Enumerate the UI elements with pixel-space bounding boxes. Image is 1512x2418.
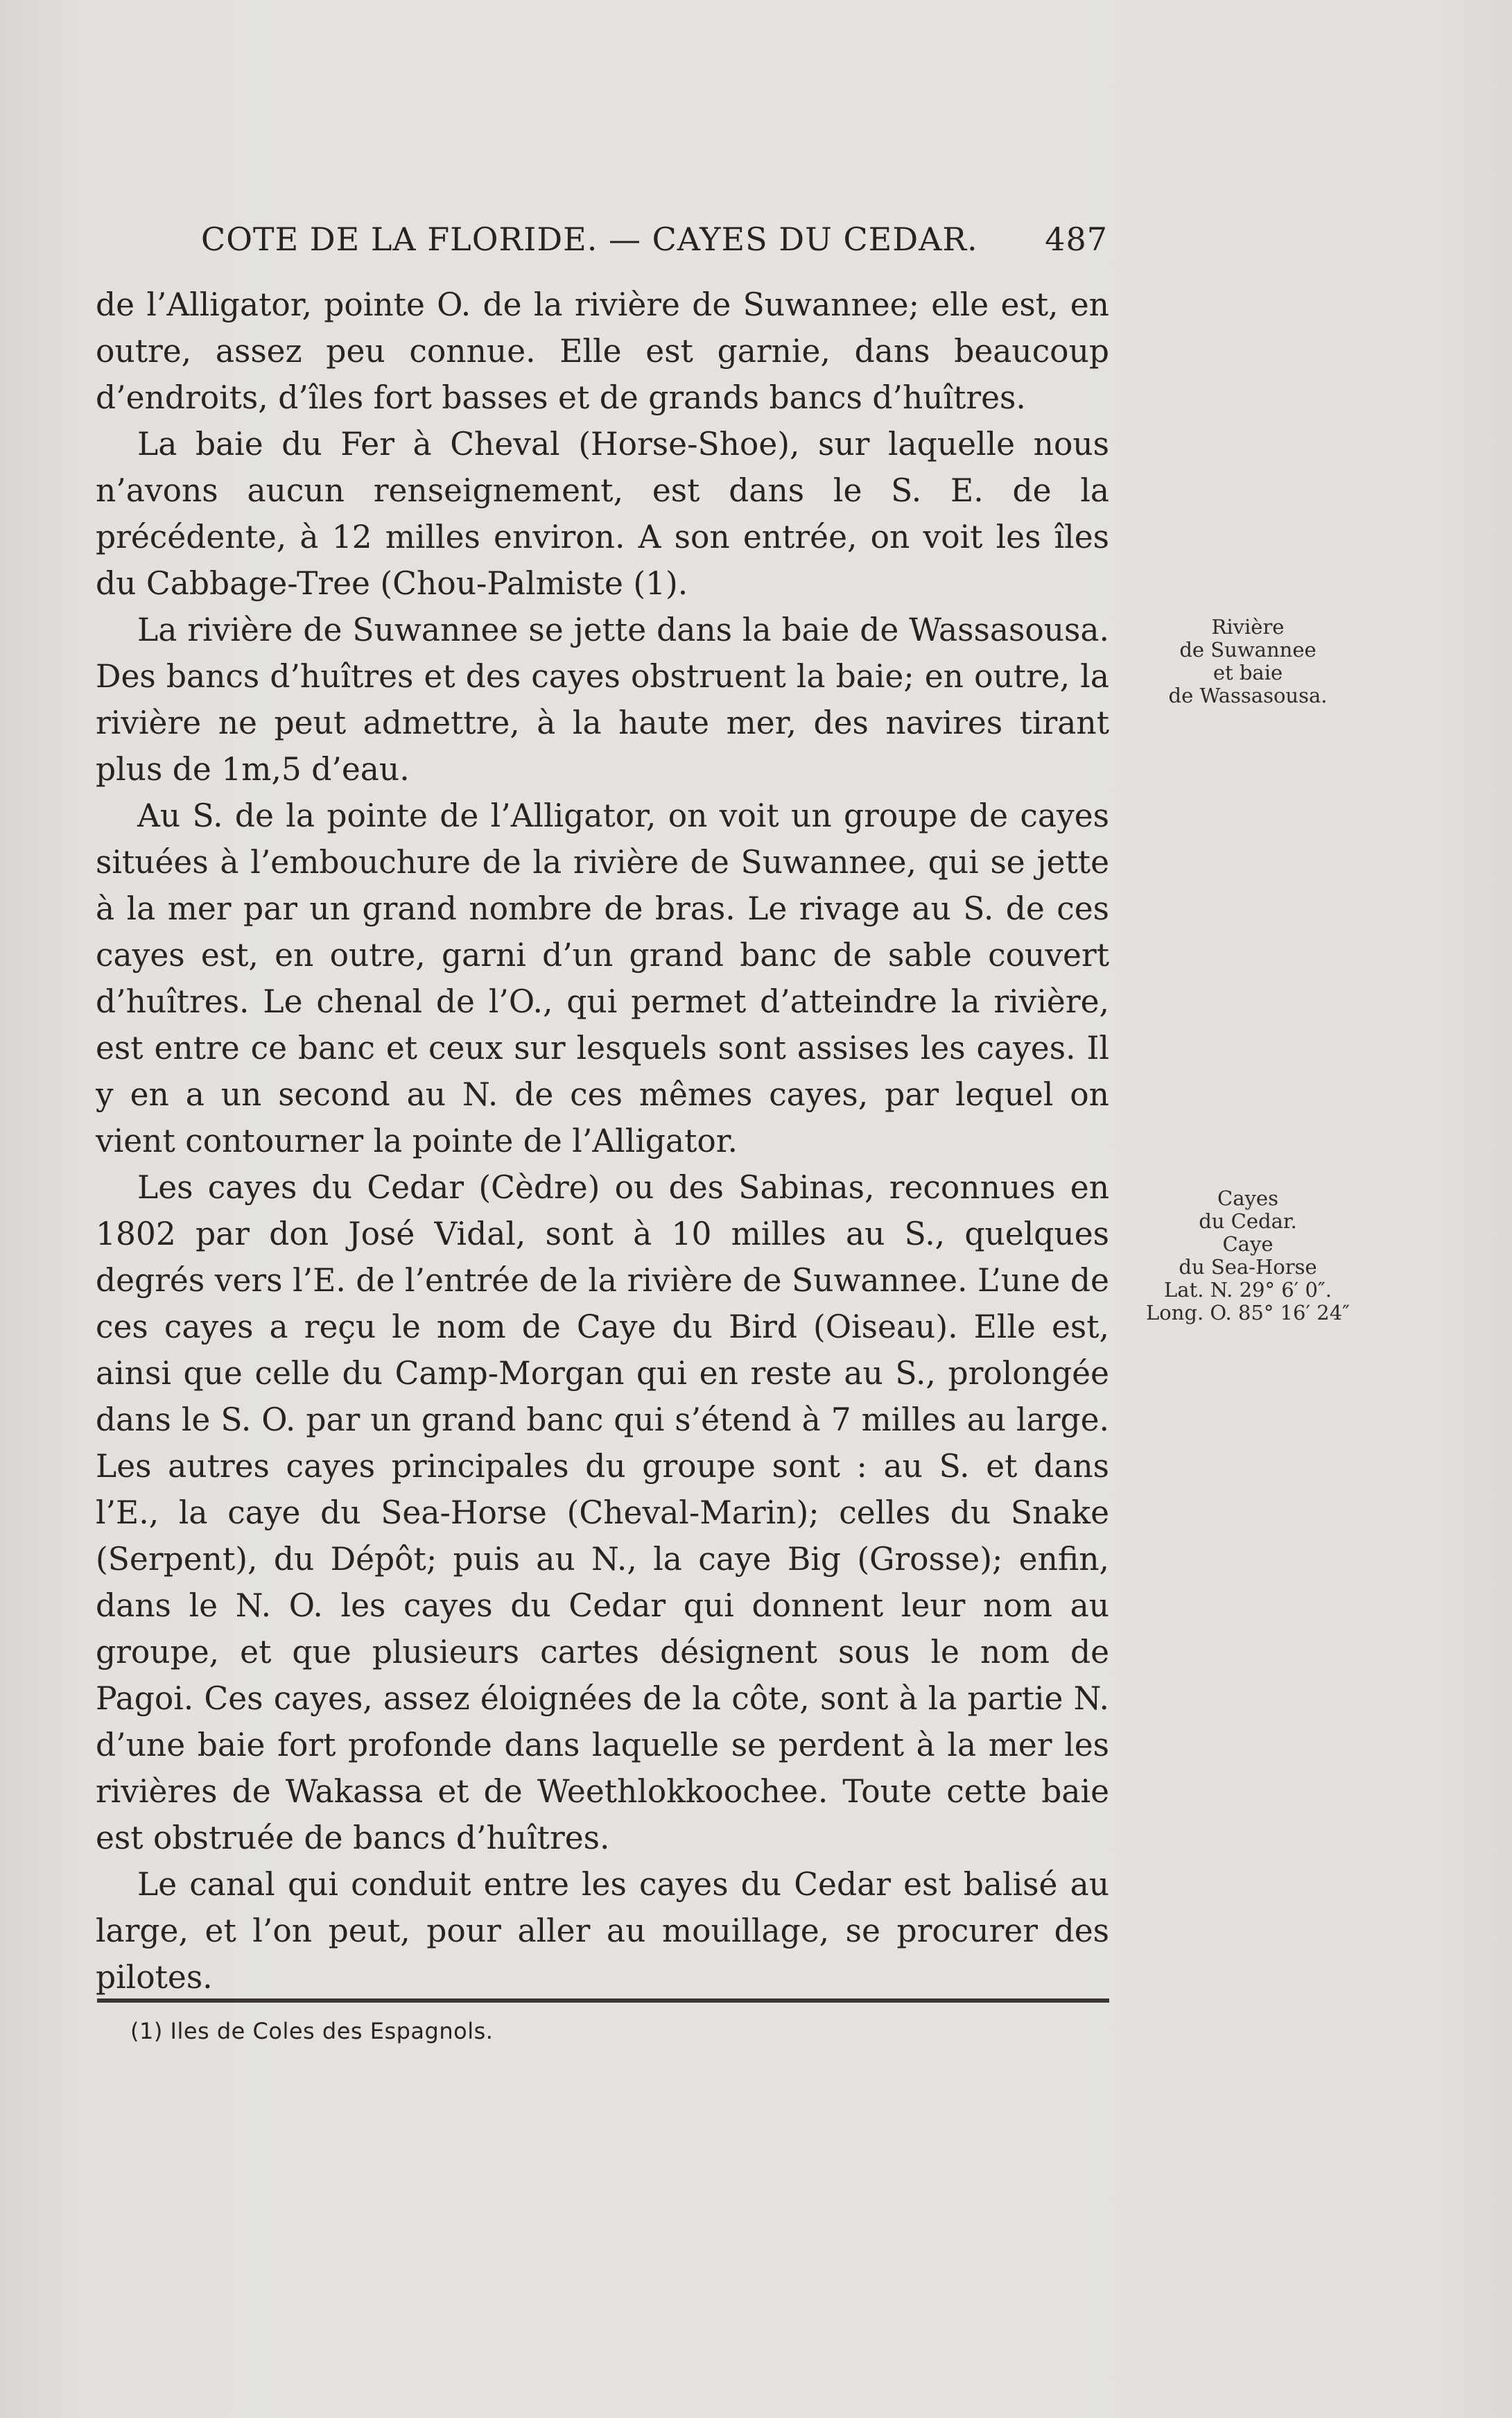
margin-note-line: du Sea-Horse [1179, 1255, 1317, 1279]
paragraph: Le canal qui conduit entre les cayes du Cedar est balisé au large, et l’on peut, pour aller au mouillage, se procurer des pilotes. [96, 1866, 1109, 1996]
paragraph: Les cayes du Cedar (Cèdre) ou des Sabinas, reconnues en 1802 par don José Vidal, sont à 10 milles au S., quelques degrés vers l’E. de l’entrée de la rivière de Suwannee. L’une de ces cayes a reçu le nom de Caye du Bird (Oiseau). Elle est, ainsi que celle du Camp-Morgan qui en reste au S., prolongée dans le S. O. par un grand banc qui s’étend à 7 milles au large. Les autres cayes principales du groupe sont : au S. et dans l’E., la caye du Sea-Horse (Cheval-Marin); celles du Snake (Serpent), du Dépôt; puis au N., la caye Big (Grosse); enfin, dans le N. O. les cayes du Cedar qui donnent leur nom au groupe, et que plusieurs cartes désignent sous le nom de Pagoi. Ces cayes, assez éloignées de la côte, sont à la partie N. d’une baie fort profonde dans laquelle se perdent à la mer les rivières de Wakassa et de Weethlokkoochee. Toute cette baie est obstruée de bancs d’huîtres. [96, 1169, 1109, 1856]
margin-note-line: de Suwannee [1179, 638, 1317, 662]
body-text [96, 282, 1109, 2001]
paragraph: La rivière de Suwannee se jette dans la baie de Wassasousa. Des bancs d’huîtres et des cayes obstruent la baie; en outre, la rivière ne peut admettre, à la haute mer, des navires tirant plus de 1m,5 d’eau. [96, 612, 1109, 788]
margin-note-cedar [1144, 1187, 1352, 1324]
margin-note-line: Long. O. 85° 16′ 24″ [1146, 1301, 1350, 1324]
page-number: 487 [1045, 221, 1108, 258]
paragraph: de l’Alligator, pointe O. de la rivière de Suwannee; elle est, en outre, assez peu connue. Elle est garnie, dans beaucoup d’endroits, d’îles fort basses et de grands bancs d’huîtres. [96, 286, 1109, 416]
margin-note-line: Cayes [1217, 1186, 1278, 1210]
header-title: COTE DE LA FLORIDE. — CAYES DU CEDAR. [201, 221, 978, 258]
footnote: (1) Iles de Coles des Espagnols. [130, 2018, 494, 2044]
footnote-rule [97, 1998, 1109, 2003]
margin-note-suwannee [1144, 616, 1352, 707]
margin-note-line: et baie [1213, 661, 1283, 684]
margin-note-line: Caye [1222, 1232, 1274, 1256]
margin-note-line: Rivière [1211, 615, 1285, 639]
paragraph: Au S. de la pointe de l’Alligator, on voit un groupe de cayes situées à l’embouchure de la rivière de Suwannee, qui se jette à la mer par un grand nombre de bras. Le rivage au S. de ces cayes est, en outre, garni d’un grand banc de sable couvert d’huîtres. Le chenal de l’O., qui permet d’atteindre la rivière, est entre ce banc et ceux sur lesquels sont assises les cayes. Il y en a un second au N. de ces mêmes cayes, par lequel on vient contourner la pointe de l’Alligator. [96, 797, 1109, 1159]
margin-note-line: du Cedar. [1199, 1209, 1297, 1233]
paragraph: La baie du Fer à Cheval (Horse-Shoe), sur laquelle nous n’avons aucun renseignement, est dans le S. E. de la précédente, à 12 milles environ. A son entrée, on voit les îles du Cabbage-Tree (Chou-Palmiste (1). [96, 426, 1109, 602]
margin-note-line: Lat. N. 29° 6′ 0″. [1164, 1278, 1332, 1302]
margin-note-line: de Wassasousa. [1168, 684, 1328, 707]
